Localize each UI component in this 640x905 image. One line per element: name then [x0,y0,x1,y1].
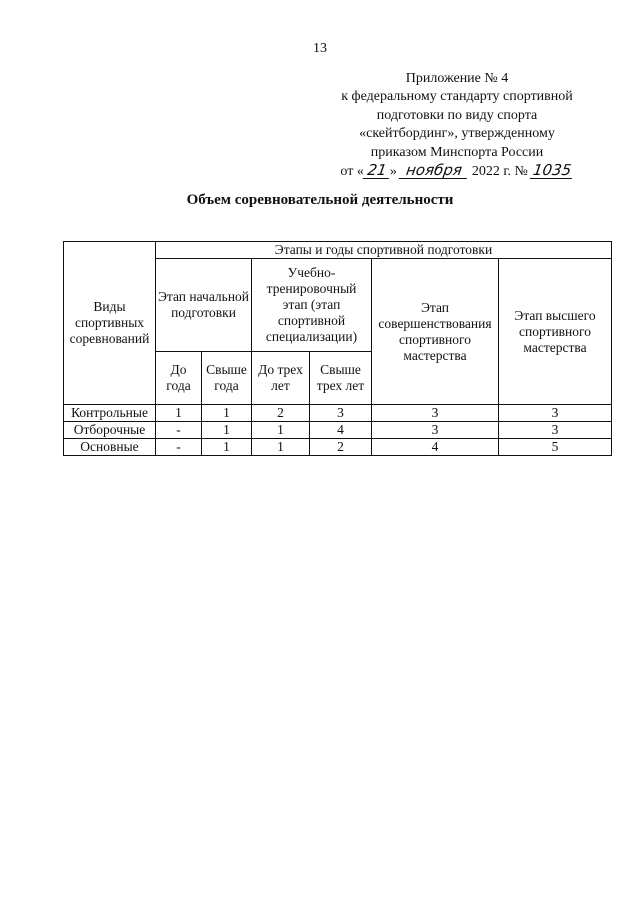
table-cell: 3 [499,422,612,439]
table-cell: 1 [156,405,202,422]
order-month-handwritten: ноября [399,162,469,179]
order-date-line [307,162,607,181]
appendix-line-1: Приложение № 4 [405,71,509,86]
table-cell: 1 [252,422,310,439]
subheader-over-year: Свыше года [202,352,252,405]
appendix-line-2: к федеральному стандарту спортивной [341,89,573,105]
table-cell: 3 [372,405,499,422]
row-name: Отборочные [64,422,156,439]
row-name: Основные [64,439,156,456]
header-stages-and-years: Этапы и годы спортивной подготовки [156,242,612,259]
table-cell: 4 [372,439,499,456]
order-number-handwritten: 1035 [532,161,573,180]
order-day-handwritten: 21 [363,162,391,179]
page-number: 13 [313,41,327,56]
header-training-stage: Учебно-тренировочный этап (этап спортивной специализации) [252,259,372,352]
document-title: Объем соревновательной деятельности [186,192,454,208]
table-cell: 1 [202,405,252,422]
table-row [64,439,612,456]
header-initial-stage: Этап начальной подготовки [156,259,252,352]
table-cell: 2 [252,405,310,422]
table-cell: 4 [310,422,372,439]
table-cell: 1 [202,439,252,456]
header-improvement-stage: Этап совершенствования спортивного мастерства [372,259,499,405]
appendix-line-4: «скейтбординг», утвержденному [359,126,555,142]
table-row [64,405,612,422]
appendix-line-5: приказом Минспорта России [370,144,544,160]
table-cell: 3 [310,405,372,422]
table-cell: - [156,439,202,456]
row-name: Контрольные [64,405,156,422]
subheader-upto-three-years: До трех лет [252,352,310,405]
order-prefix: от « [340,164,364,180]
order-year: 2022 г. № [471,164,528,180]
table-cell: - [156,422,202,439]
subheader-upto-year: До года [156,352,202,405]
header-competition-kinds: Виды спортивных соревнований [64,242,156,405]
table-cell: 5 [499,439,612,456]
table-cell: 3 [499,405,612,422]
header-highest-stage: Этап высшего спортивного мастерства [499,259,612,405]
order-quote: » [389,164,397,180]
competition-volume-table [63,241,612,456]
table-cell: 1 [202,422,252,439]
appendix-header [307,70,607,181]
table-cell: 3 [372,422,499,439]
table-cell: 2 [310,439,372,456]
subheader-over-three-years: Свыше трех лет [310,352,372,405]
appendix-line-3: подготовки по виду спорта [376,107,538,123]
table-cell: 1 [252,439,310,456]
table-row [64,422,612,439]
